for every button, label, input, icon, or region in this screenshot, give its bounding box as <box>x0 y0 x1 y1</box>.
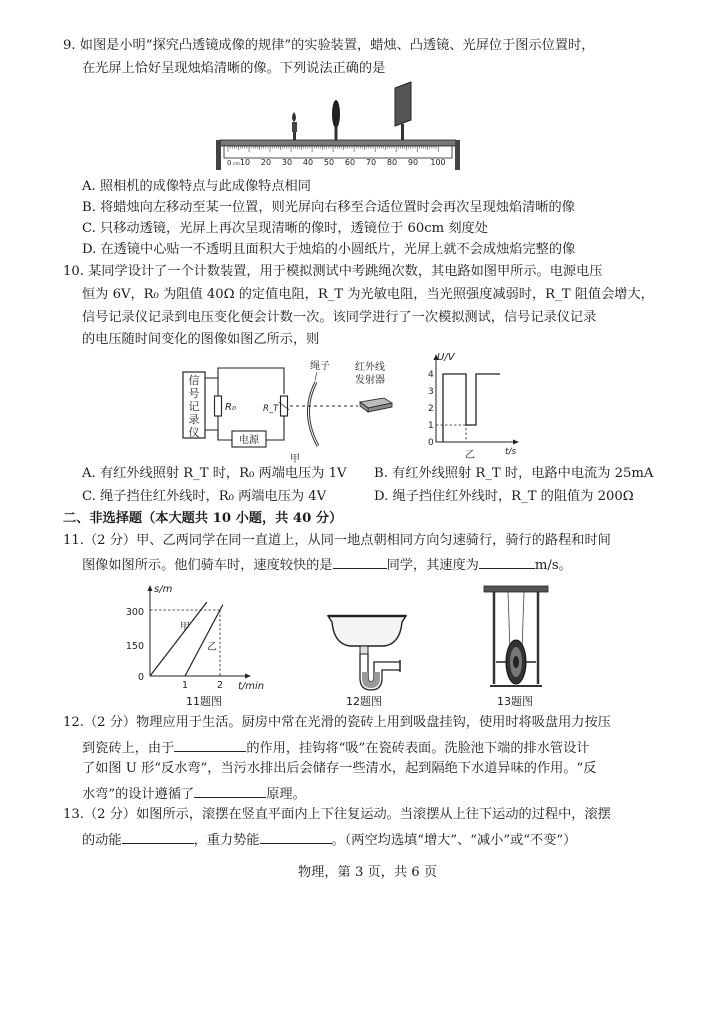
graph-x-axis-label: t/s <box>505 447 517 457</box>
q12-line2 <box>82 737 589 758</box>
fig13-caption: 13题图 <box>497 695 533 708</box>
recorder-label-char: 录 <box>188 413 200 426</box>
emitter-label-line2: 发射器 <box>355 375 385 386</box>
q11-answer-blank-2[interactable] <box>479 554 535 569</box>
string-left <box>508 592 510 650</box>
circuit-caption: 甲 <box>290 454 300 465</box>
rolling-pendulum-figure <box>482 584 552 692</box>
voltage-time-graph <box>420 348 530 460</box>
graph-caption: 乙 <box>465 450 475 460</box>
ruler-tick-label: 10 <box>239 158 251 167</box>
convex-lens <box>332 100 340 128</box>
q10-stem-line4: 的电压随时间变化的图像如图乙所示，则 <box>82 332 320 347</box>
st-y-tick: 150 <box>125 641 144 652</box>
q13-text: 的动能 <box>82 833 122 848</box>
ruler-tick-label: 50 <box>323 158 335 167</box>
fig12-caption: 12题图 <box>346 695 382 708</box>
circuit-diagram <box>180 358 405 470</box>
recorder-label-char: 仪 <box>188 426 200 439</box>
optical-bench-figure <box>210 76 466 174</box>
ruler-scale <box>224 146 452 158</box>
recorder-label-char: 号 <box>188 387 200 400</box>
st-y-axis-label: s/m <box>154 584 173 595</box>
candle-flame <box>292 112 296 122</box>
ruler-tick-label: 40 <box>302 158 314 167</box>
section-title: 二、非选择题（本大题共 10 小题，共 40 分） <box>63 511 343 526</box>
q10-stem-line3: 信号记录仪记录到电压变化便会计数一次。该同学进行了一次模拟测试，信号记录仪记录 <box>82 310 597 325</box>
power-supply-label: 电源 <box>239 435 259 446</box>
voltage-signal-line <box>443 374 500 442</box>
string-right <box>522 592 524 650</box>
q13-answer-blank-1[interactable] <box>122 829 194 844</box>
q12-text: 原理。 <box>266 787 306 802</box>
ruler-tick-label: 0 <box>227 159 232 167</box>
sink-u-trap-figure <box>322 610 412 696</box>
graph-y-tick: 4 <box>428 370 434 380</box>
ruler-tick-label: 70 <box>365 158 377 167</box>
st-y-tick: 300 <box>125 607 144 618</box>
washbasin <box>328 616 406 646</box>
q10-option-c: C. 绳子挡住红外线时，R₀ 两端电压为 4V <box>82 489 327 504</box>
st-x-axis-label: t/min <box>238 681 265 692</box>
pendulum-top-bar <box>484 586 548 592</box>
graph-y-tick: 0 <box>428 438 434 448</box>
q9-option-c: C. 只移动透镜，光屏上再次呈现清晰的像时，透镜位于 60cm 刻度处 <box>82 221 488 236</box>
series-line-jia <box>150 602 207 676</box>
bench-leg-left <box>216 140 221 170</box>
q9-option-a: A. 照相机的成像特点与此成像特点相同 <box>82 179 311 194</box>
series-label-yi: 乙 <box>207 642 217 653</box>
q11-text: m/s。 <box>534 558 572 573</box>
graph-y-axis-label: U/V <box>437 352 455 363</box>
q10-option-b: B. 有红外线照射 R_T 时，电路中电流为 25mA <box>374 466 654 481</box>
graph-y-tick: 3 <box>428 387 434 397</box>
q12-answer-blank-1[interactable] <box>174 737 246 752</box>
q11-stem-line2 <box>82 554 572 575</box>
q11-text: 同学，其速度为 <box>386 558 479 573</box>
q13-text: ，重力势能 <box>193 833 260 848</box>
lens-stand <box>335 127 338 140</box>
light-screen <box>395 82 411 126</box>
q13-line1: 13.（2 分）如图所示，滚摆在竖直平面内上下往复运动。当滚摆从上往下运动的过程中，滚摆 <box>63 807 611 822</box>
q13-line2 <box>82 829 576 850</box>
photoresistor-rt-label: R_T <box>263 404 279 414</box>
q11-answer-blank-1[interactable] <box>333 554 387 569</box>
fig11-caption-text: 11题图 <box>186 695 222 708</box>
q12-text: 的作用，挂钩将“吸”在瓷砖表面。洗脸池下端的排水管设计 <box>246 741 590 756</box>
series-line-yi <box>185 605 223 676</box>
series-label-jia: 甲 <box>180 622 190 633</box>
resistor-r0-label: R₀ <box>225 402 236 413</box>
recorder-label-char: 记 <box>188 400 200 413</box>
q12-line4 <box>82 783 306 804</box>
ruler-tick-label: 80 <box>386 158 398 167</box>
q9-stem-line1: 9. 如图是小明“探究凸透镜成像的规律”的实验装置，蜡烛、凸透镜、光屏位于图示位置时， <box>63 38 595 53</box>
q12-answer-blank-2[interactable] <box>194 783 266 798</box>
drain-neck <box>360 646 368 654</box>
distance-time-graph <box>108 580 288 692</box>
ruler-tick-label: 90 <box>407 158 419 167</box>
q9-option-b: B. 将蜡烛向左移动至某一位置，则光屏向右移至合适位置时会再次呈现烛焰清晰的像 <box>82 200 575 215</box>
bench-leg-right <box>455 140 460 170</box>
q12-line1: 12.（2 分）物理应用于生活。厨房中常在光滑的瓷砖上用到吸盘挂钩，使用时将吸盘用力按压 <box>63 715 611 730</box>
optical-bench-rail <box>220 140 456 146</box>
ruler-tick-label: 20 <box>260 158 272 167</box>
q12-text: 水弯”的设计遵循了 <box>82 787 195 802</box>
q13-text: 。（两空均选填“增大”、“减小”或“不变”） <box>331 833 577 848</box>
graph-y-tick: 2 <box>428 404 434 414</box>
page-footer: 物理，第 3 页，共 6 页 <box>298 865 438 880</box>
ruler-tick-label: 30 <box>281 158 293 167</box>
q11-text: 图像如图所示。他们骑车时，速度较快的是 <box>82 558 333 573</box>
graph-y-tick: 1 <box>428 421 434 431</box>
st-x-tick: 1 <box>181 680 189 691</box>
q10-stem-line2: 恒为 6V，R₀ 为阻值 40Ω 的定值电阻，R_T 为光敏电阻，当光照强度减弱时，R_T 阻值会增大， <box>82 287 654 302</box>
u-trap-inner <box>368 654 400 682</box>
q12-line3: 了如图 U 形“反水弯”，当污水排出后会储存一些清水，起到隔绝下水道异味的作用。“反 <box>82 761 597 776</box>
screen-stand <box>401 124 404 140</box>
emitter-label-line1: 红外线 <box>355 362 385 373</box>
q12-text: 到瓷砖上，由于 <box>82 741 175 756</box>
recorder-label-char: 信 <box>188 374 200 387</box>
q10-stem-line1: 10. 某同学设计了一个计数装置，用于模拟测试中考跳绳次数，其电路如图甲所示。电源电压 <box>63 264 603 279</box>
q11-stem-line1: 11.（2 分）甲、乙两同学在同一直道上，从同一地点朝相同方向匀速骑行，骑行的路程和时间 <box>63 533 611 548</box>
candle-stand <box>293 132 296 140</box>
candle <box>292 122 297 132</box>
ruler-unit-label: cm <box>233 162 240 167</box>
circuit-wire-top <box>205 368 284 394</box>
ruler-tick-label: 60 <box>344 158 356 167</box>
rope-label: 绳子 <box>310 361 330 372</box>
q10-option-d: D. 绳子挡住红外线时，R_T 的阻值为 200Ω <box>374 489 634 504</box>
q10-option-a: A. 有红外线照射 R_T 时，R₀ 两端电压为 1V <box>82 466 347 481</box>
q13-answer-blank-2[interactable] <box>260 829 332 844</box>
trapped-water <box>362 672 380 688</box>
st-y-tick: 0 <box>137 672 144 683</box>
q9-option-d: D. 在透镜中心贴一不透明且面积大于烛焰的小圆纸片，光屏上就不会成烛焰完整的像 <box>82 242 576 257</box>
resistor-r0 <box>215 396 222 416</box>
ruler-tick-label: 100 <box>430 158 446 167</box>
q9-stem-line2: 在光屏上恰好呈现烛焰清晰的像。下列说法正确的是 <box>82 61 386 76</box>
st-x-tick: 2 <box>216 680 224 691</box>
